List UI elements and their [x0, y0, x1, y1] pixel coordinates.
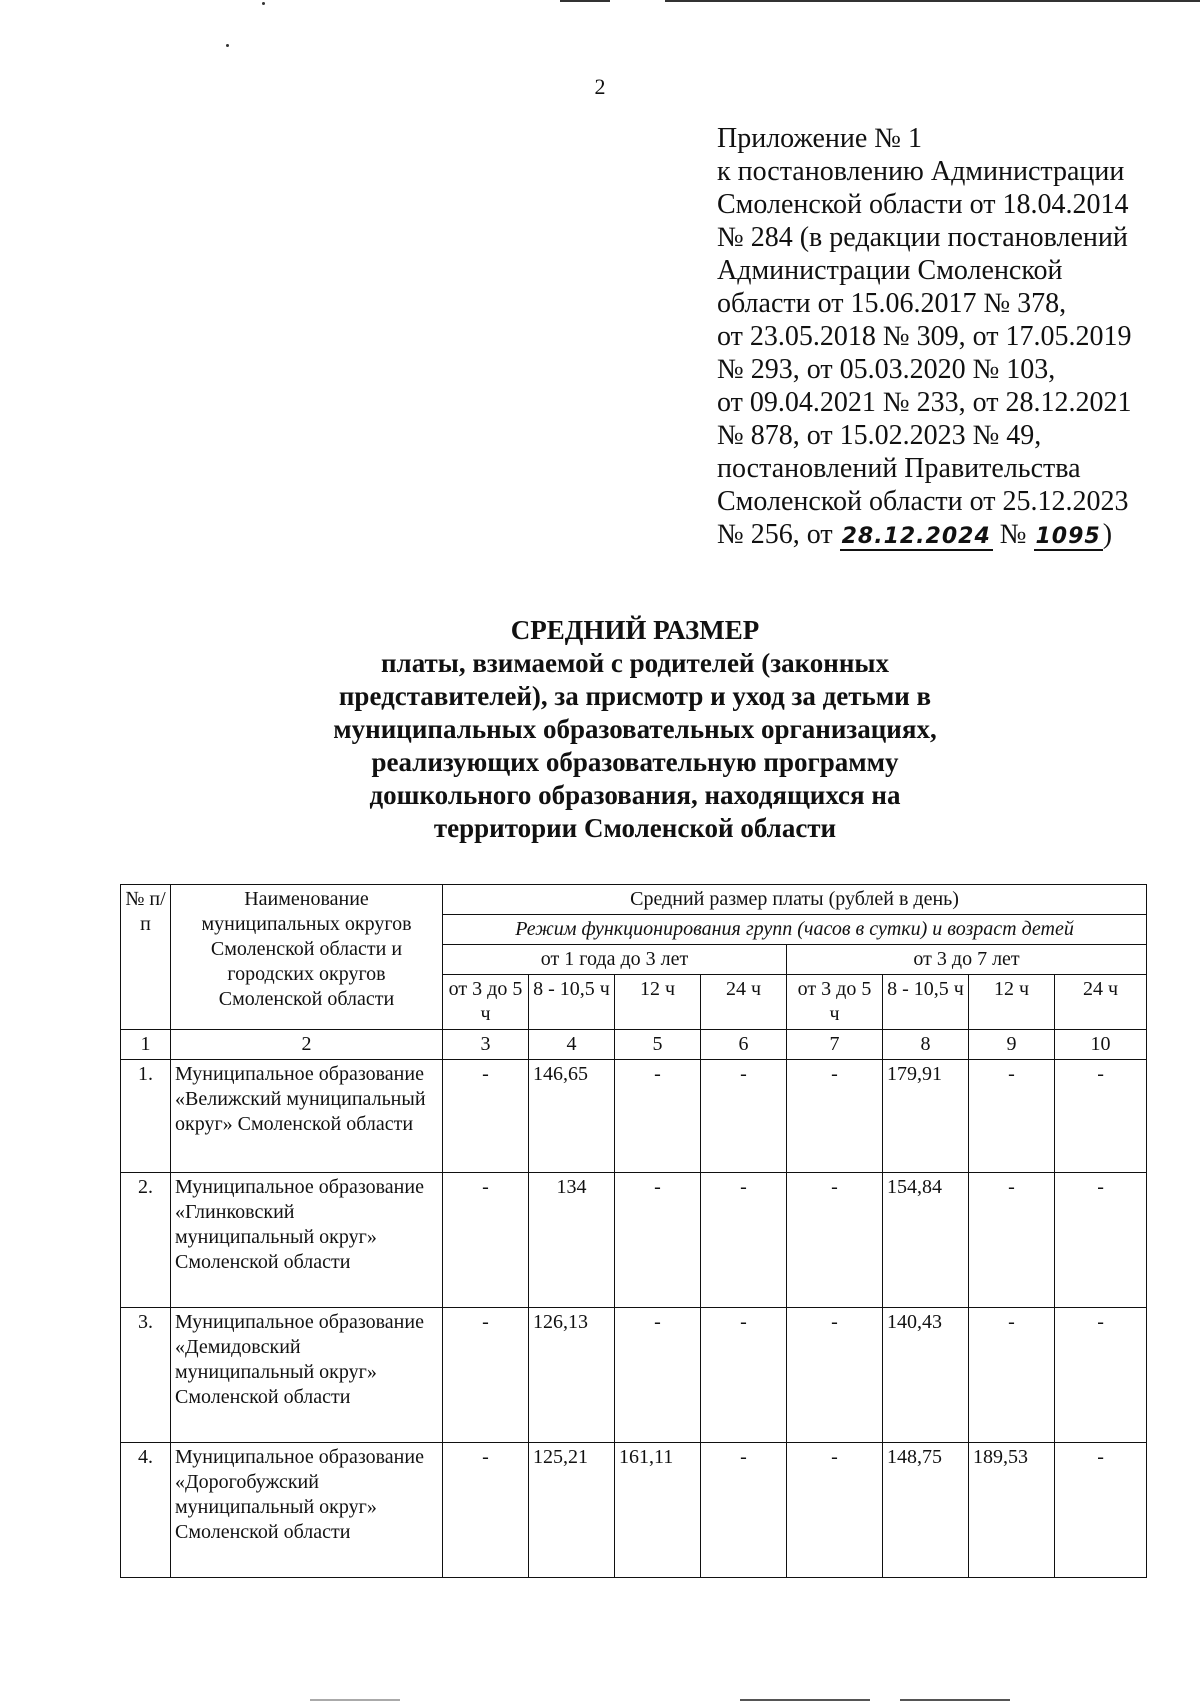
- header-avg-fee: Средний размер платы (рублей в день): [443, 885, 1147, 915]
- row-value: -: [615, 1060, 701, 1173]
- table-row: [121, 1060, 1147, 1173]
- row-value: 134: [529, 1173, 615, 1308]
- appendix-line: к постановлению Администрации: [717, 156, 1125, 187]
- header-num: № п/п: [121, 885, 171, 1030]
- header-duration: 8 - 10,5 ч: [883, 975, 969, 1030]
- row-value: -: [443, 1443, 529, 1578]
- row-value: -: [969, 1173, 1055, 1308]
- row-value: -: [969, 1308, 1055, 1443]
- column-number: 2: [171, 1030, 443, 1060]
- title-line: платы, взимаемой с родителей (законных: [381, 648, 889, 678]
- table-row: [121, 1308, 1147, 1443]
- row-value: -: [615, 1173, 701, 1308]
- scan-edge-line: [740, 1699, 870, 1701]
- header-duration: от 3 до 5 ч: [443, 975, 529, 1030]
- appendix-line: № 293, от 05.03.2020 № 103,: [717, 354, 1056, 385]
- header-mode: Режим функционирования групп (часов в сутки) и возраст детей: [443, 915, 1147, 945]
- header-age-group-2: от 3 до 7 лет: [787, 945, 1147, 975]
- document-title: [240, 614, 1030, 845]
- row-value: -: [787, 1308, 883, 1443]
- row-value: -: [1055, 1173, 1147, 1308]
- column-number-row: [121, 1030, 1147, 1060]
- row-value: -: [443, 1308, 529, 1443]
- appendix-line: постановлений Правительства: [717, 453, 1081, 484]
- row-value: -: [701, 1308, 787, 1443]
- row-value: -: [701, 1060, 787, 1173]
- row-value: -: [443, 1060, 529, 1173]
- row-value: -: [969, 1060, 1055, 1173]
- header-duration: 24 ч: [701, 975, 787, 1030]
- header-name: Наименование муниципальных округов Смоленской области и городских округов Смоленской области: [171, 885, 443, 1030]
- header-duration: 12 ч: [969, 975, 1055, 1030]
- table-row: [121, 1173, 1147, 1308]
- row-value: 179,91: [883, 1060, 969, 1173]
- column-number: 1: [121, 1030, 171, 1060]
- header-row: [121, 885, 1147, 915]
- appendix-line: Приложение № 1: [717, 123, 922, 154]
- column-number: 4: [529, 1030, 615, 1060]
- row-value: -: [787, 1173, 883, 1308]
- appendix-last-line: [717, 518, 1187, 553]
- column-number: 8: [883, 1030, 969, 1060]
- column-number: 10: [1055, 1030, 1147, 1060]
- row-value: 125,21: [529, 1443, 615, 1578]
- title-line: реализующих образовательную программу: [371, 747, 899, 777]
- table-row: [121, 1443, 1147, 1578]
- row-value: -: [701, 1173, 787, 1308]
- scan-edge-line: [560, 0, 610, 2]
- scan-edge-line: [310, 1699, 400, 1701]
- appendix-line: № 878, от 15.02.2023 № 49,: [717, 420, 1042, 451]
- row-value: -: [1055, 1308, 1147, 1443]
- row-value: 161,11: [615, 1443, 701, 1578]
- appendix-line: от 09.04.2021 № 233, от 28.12.2021: [717, 387, 1132, 418]
- appendix-line: Администрации Смоленской: [717, 255, 1063, 286]
- column-number: 6: [701, 1030, 787, 1060]
- row-value: 140,43: [883, 1308, 969, 1443]
- handwritten-date: 28.12.2024: [841, 524, 991, 549]
- header-duration: 12 ч: [615, 975, 701, 1030]
- row-num: 4.: [121, 1443, 171, 1578]
- title-heading: СРЕДНИЙ РАЗМЕР: [510, 615, 760, 645]
- scan-edge-line: [900, 1699, 1010, 1701]
- page-number: 2: [594, 74, 606, 99]
- column-number: 3: [443, 1030, 529, 1060]
- row-value: 148,75: [883, 1443, 969, 1578]
- scan-edge-line: [665, 0, 1200, 2]
- appendix-line: области от 15.06.2017 № 378,: [717, 288, 1067, 319]
- appendix-block: [717, 122, 1187, 553]
- header-duration: 8 - 10,5 ч: [529, 975, 615, 1030]
- scan-speck: [226, 44, 229, 47]
- row-num: 2.: [121, 1173, 171, 1308]
- row-value: 126,13: [529, 1308, 615, 1443]
- row-name: Муниципальное образование «Дорогобужский муниципальный округ» Смоленской области: [171, 1443, 443, 1578]
- row-name: Муниципальное образование «Демидовский муниципальный округ» Смоленской области: [171, 1308, 443, 1443]
- column-number: 5: [615, 1030, 701, 1060]
- row-value: 154,84: [883, 1173, 969, 1308]
- title-line: муниципальных образовательных организациях,: [333, 714, 937, 744]
- fees-table: [120, 884, 1147, 1578]
- row-value: -: [787, 1060, 883, 1173]
- row-value: -: [787, 1443, 883, 1578]
- row-num: 3.: [121, 1308, 171, 1443]
- appendix-last-prefix: № 256, от: [717, 519, 833, 550]
- title-line: дошкольного образования, находящихся на: [369, 780, 901, 810]
- row-value: 189,53: [969, 1443, 1055, 1578]
- scan-speck: [262, 2, 265, 5]
- row-num: 1.: [121, 1060, 171, 1173]
- title-line: представителей), за присмотр и уход за детьми в: [338, 681, 932, 711]
- row-value: -: [443, 1173, 529, 1308]
- row-value: -: [701, 1443, 787, 1578]
- row-value: -: [1055, 1443, 1147, 1578]
- column-number: 7: [787, 1030, 883, 1060]
- appendix-line: № 284 (в редакции постановлений: [717, 222, 1128, 253]
- handwritten-number: 1095: [1035, 524, 1101, 549]
- appendix-line: от 23.05.2018 № 309, от 17.05.2019: [717, 321, 1132, 352]
- row-value: -: [1055, 1060, 1147, 1173]
- row-value: -: [615, 1308, 701, 1443]
- header-age-group-1: от 1 года до 3 лет: [443, 945, 787, 975]
- closing-paren: ): [1102, 519, 1113, 550]
- column-number: 9: [969, 1030, 1055, 1060]
- header-duration: от 3 до 5 ч: [787, 975, 883, 1030]
- number-sign: №: [999, 519, 1027, 550]
- header-duration: 24 ч: [1055, 975, 1147, 1030]
- row-name: Муниципальное образование «Велижский муниципальный округ» Смоленской области: [171, 1060, 443, 1173]
- row-value: 146,65: [529, 1060, 615, 1173]
- title-line: территории Смоленской области: [433, 813, 837, 843]
- row-name: Муниципальное образование «Глинковский муниципальный округ» Смоленской области: [171, 1173, 443, 1308]
- appendix-line: Смоленской области от 25.12.2023: [717, 486, 1129, 517]
- appendix-line: Смоленской области от 18.04.2014: [717, 189, 1129, 220]
